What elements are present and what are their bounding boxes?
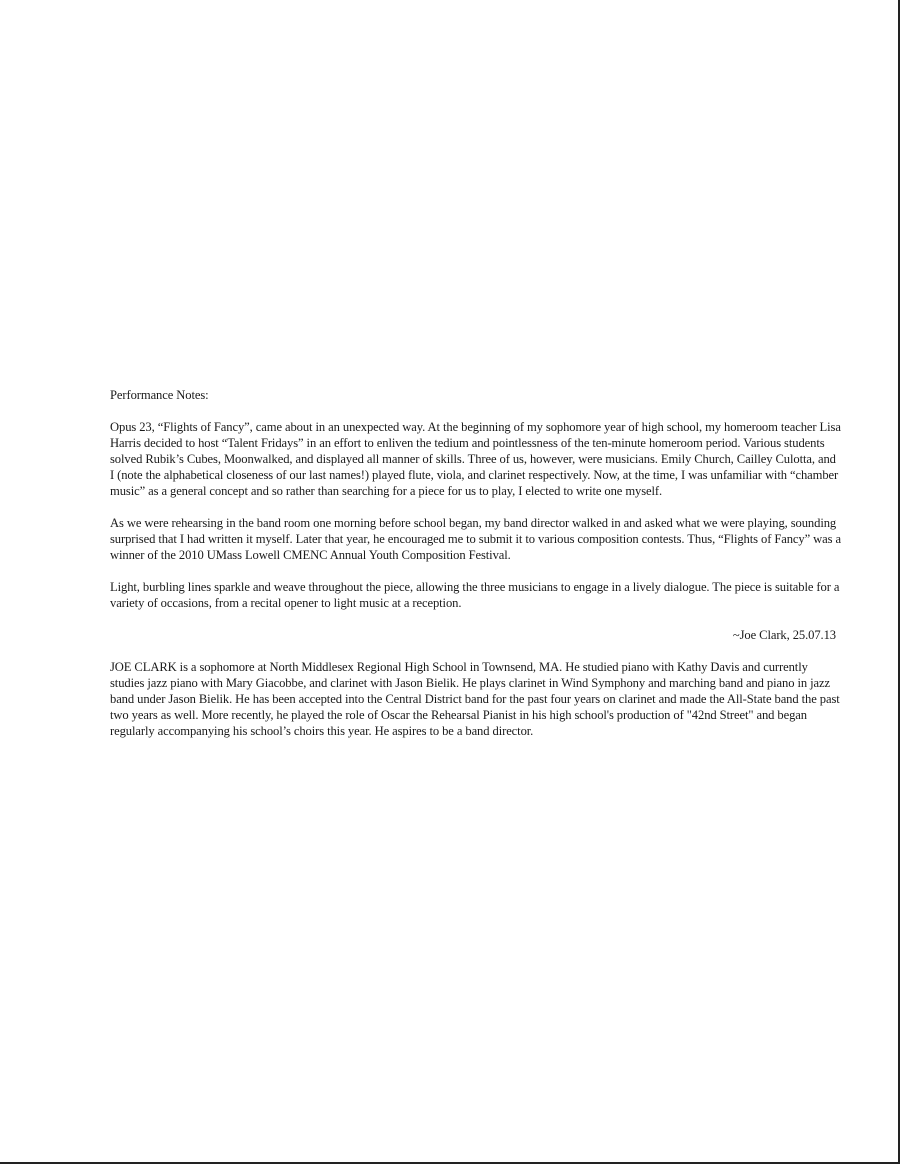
paragraph-origin: Opus 23, “Flights of Fancy”, came about in an unexpected way. At the beginning of my sophomore year of high school, my homeroom teacher Lisa Harris decided to host “Talent Fridays” in an effort to enliven the tedium and pointlessness of the ten-minute homeroom period. Various students solved Rubik’s Cubes, Moonwalked, and displayed all manner of skills. Three of us, however, were musicians. Emily Church, Cailley Culotta, and I (note the alphabetical closeness of our last names!) played flute, viola, and clarinet respectively. Now, at the time, I was unfamiliar with “chamber music” as a general concept and so rather than searching for a piece for us to play, I elected to write one myself. xyxy=(110,420,841,498)
paragraph-character: Light, burbling lines sparkle and weave throughout the piece, allowing the three musicians to engage in a lively dialogue. The piece is suitable for a variety of occasions, from a recital opener to light music at a reception. xyxy=(110,580,840,610)
document-body xyxy=(110,387,842,739)
author-signature: ~Joe Clark, 25.07.13 xyxy=(732,628,836,642)
paragraph-history: As we were rehearsing in the band room one morning before school began, my band director walked in and asked what we were playing, sounding surprised that I had written it myself. Later that year, he encouraged me to submit it to various composition contests. Thus, “Flights of Fancy” was a winner of the 2010 UMass Lowell CMENC Annual Youth Composition Festival. xyxy=(110,516,841,562)
composer-bio: JOE CLARK is a sophomore at North Middlesex Regional High School in Townsend, MA. He studied piano with Kathy Davis and currently studies jazz piano with Mary Giacobbe, and clarinet with Jason Bielik. He plays clarinet in Wind Symphony and marching band and piano in jazz band under Jason Bielik. He has been accepted into the Central District band for the past four years on clarinet and made the All-State band the past two years as well. More recently, he played the role of Oscar the Rehearsal Pianist in his high school's production of "42nd Street" and began regularly accompanying his school’s choirs this year. He aspires to be a band director. xyxy=(110,660,840,738)
section-heading: Performance Notes: xyxy=(110,388,209,402)
